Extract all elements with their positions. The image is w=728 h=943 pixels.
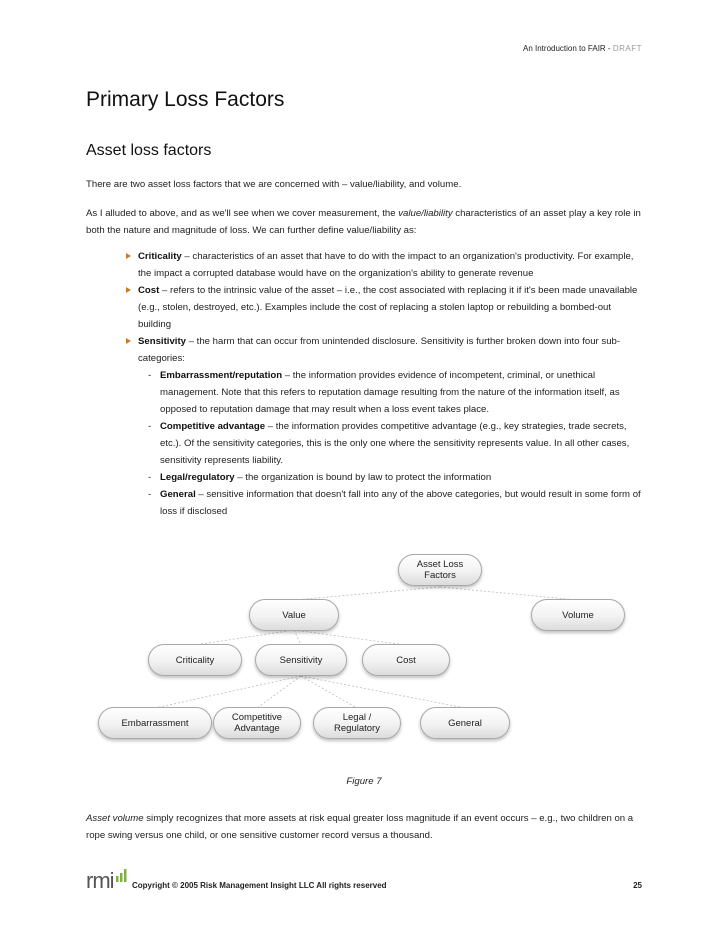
dash-bullet-icon: - [148, 472, 152, 483]
sub-bullet-legal [148, 469, 646, 486]
connector-value-criticality [195, 630, 294, 645]
bullet-term: Sensitivity [138, 336, 186, 347]
sensitivity-sublist [148, 367, 646, 520]
node-cost: Cost [362, 644, 450, 676]
asset-loss-factors-diagram [0, 540, 728, 750]
node-value: Value [249, 599, 339, 631]
node-sensitivity: Sensitivity [255, 644, 347, 676]
header-draft-label: DRAFT [612, 44, 642, 53]
sub-bullet-text: – the information provides competitive advantage (e.g., key strategies, trade secrets, etc.). Of the sensitivity categories, this is the only one where the sensitivity represents value. In all other cases, sensitivity represents liability. [160, 421, 630, 466]
header-doc-title: An Introduction to FAIR - [523, 44, 613, 53]
dash-bullet-icon: - [148, 489, 152, 500]
sub-bullet-term: Embarrassment/reputation [160, 370, 283, 381]
sub-bullet-term: General [160, 489, 196, 500]
bullet-text: – characteristics of an asset that have to do with the impact to an organization's productivity. For example, the impact a corrupted database would have on the organization's ability to generate revenue [138, 251, 634, 279]
dash-bullet-icon: - [148, 421, 152, 432]
bullet-cost [126, 282, 646, 333]
figure-caption: Figure 7 [346, 776, 382, 787]
connector-value-cost [294, 630, 405, 645]
running-header [523, 44, 642, 53]
page-title: Primary Loss Factors [86, 88, 285, 111]
rmi-logo [86, 868, 130, 894]
node-general: General [420, 707, 510, 739]
triangle-bullet-icon [126, 287, 131, 293]
node-criticality: Criticality [148, 644, 242, 676]
connector-sensitivity-general [301, 676, 465, 708]
triangle-bullet-icon [126, 253, 131, 259]
value-liability-paragraph [86, 205, 646, 239]
node-competitive-advantage: Competitive Advantage [213, 707, 301, 739]
bullet-text: – the harm that can occur from unintended disclosure. Sensitivity is further broken down into four sub-categories: [138, 336, 621, 364]
sub-bullet-competitive [148, 418, 646, 469]
p3-after: simply recognizes that more assets at risk equal greater loss magnitude if an event occurs – e.g., two children on a rope swing versus one child, or one sensitive customer record versus a thousand. [86, 813, 634, 841]
value-liability-list [126, 248, 646, 520]
page-number: 25 [633, 881, 642, 890]
node-volume: Volume [531, 599, 625, 631]
logo-text: rmi [86, 868, 114, 893]
sub-bullet-term: Legal/regulatory [160, 472, 235, 483]
p3-italic: Asset volume [86, 813, 144, 824]
asset-volume-paragraph [86, 810, 646, 844]
connector-value-sensitivity [294, 630, 301, 645]
bullet-sensitivity [126, 333, 646, 520]
sub-bullet-text: – the information provides evidence of incompetent, criminal, or unethical management. Note that this refers to reputation damage resulting from the nature of the information itself, as opposed to reputation damage that may result when a loss event takes place. [160, 370, 620, 415]
bullet-term: Criticality [138, 251, 182, 262]
sub-bullet-general [148, 486, 646, 520]
sub-bullet-text: – sensitive information that doesn't fall into any of the above categories, but would result in some form of loss if disclosed [160, 489, 641, 517]
bullet-term: Cost [138, 285, 160, 296]
bullet-text: – refers to the intrinsic value of the asset – i.e., the cost associated with replacing it if it's been made unavailable (e.g., stolen, destroyed, etc.). Examples include the cost of replacing a stolen laptop or rebuilding a bombed-out building [138, 285, 638, 330]
sub-bullet-text: – the organization is bound by law to protect the information [234, 472, 492, 483]
triangle-bullet-icon [126, 338, 131, 344]
connector-sensitivity-embarrassment [155, 676, 301, 708]
node-legal-regulatory: Legal / Regulatory [313, 707, 401, 739]
connector-sensitivity-legal [301, 676, 357, 708]
footer-copyright: Copyright © 2005 Risk Management Insight LLC All rights reserved [132, 881, 387, 890]
sub-bullet-embarrassment [148, 367, 646, 418]
p2-after: characteristics of an asset play a key role in both the nature and magnitude of loss. We can further define value/liability as: [86, 208, 641, 236]
p2-italic: value/liability [398, 208, 453, 219]
connector-sensitivity-competitive [257, 676, 301, 708]
logo-bars-icon [116, 868, 128, 882]
intro-paragraph: There are two asset loss factors that we are concerned with – value/liability, and volume. [86, 179, 462, 190]
bullet-criticality [126, 248, 646, 282]
dash-bullet-icon: - [148, 370, 152, 381]
node-embarrassment: Embarrassment [98, 707, 212, 739]
p2-before: As I alluded to above, and as we'll see when we cover measurement, the [86, 208, 399, 219]
node-asset-loss-factors: Asset Loss Factors [398, 554, 482, 586]
sub-bullet-term: Competitive advantage [160, 421, 266, 432]
section-subtitle: Asset loss factors [86, 142, 212, 159]
